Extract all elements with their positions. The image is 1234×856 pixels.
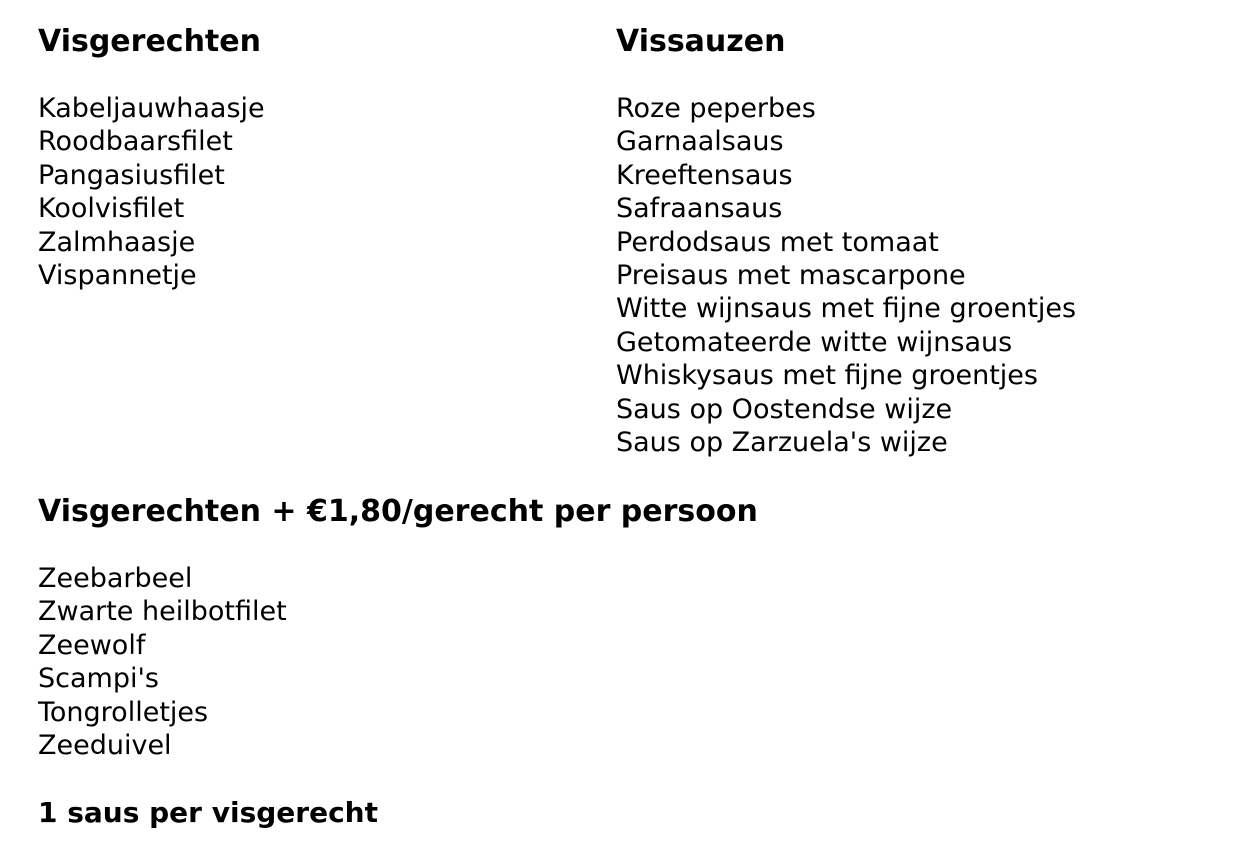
list-item: Preisaus met mascarpone: [616, 260, 966, 292]
list-item: Zeebarbeel: [38, 563, 193, 594]
list-item: Whiskysaus met fijne groentjes: [616, 360, 1038, 392]
fish-sauces-section: [616, 24, 1076, 459]
list-item: Tongrolletjes: [38, 696, 209, 728]
list-item: Garnaalsaus: [616, 126, 784, 158]
list-item: Zwarte heilbotfilet: [38, 596, 287, 628]
list-item: Zeewolf: [38, 629, 146, 661]
list-item: Saus op Zarzuela's wijze: [616, 427, 948, 459]
list-item: Pangasiusfilet: [38, 159, 225, 191]
fish-dishes-extra-section: [38, 494, 758, 762]
fish-dishes-extra-heading: Visgerechten + €1,80/gerecht per persoon: [38, 494, 758, 529]
list-item: Saus op Oostendse wijze: [616, 393, 953, 425]
list-item: Kabeljauwhaasje: [38, 93, 265, 124]
list-item: Roze peperbes: [616, 93, 816, 124]
fish-sauces-heading: Vissauzen: [616, 24, 786, 59]
list-item: Scampi's: [38, 663, 159, 695]
list-item: Roodbaarsfilet: [38, 126, 233, 158]
fish-dishes-extra-list: [38, 562, 758, 762]
fish-sauces-list: [616, 92, 1076, 459]
list-item: Zalmhaasje: [38, 226, 196, 258]
list-item: Witte wijnsaus met fijne groentjes: [616, 293, 1077, 325]
list-item: Zeeduivel: [38, 730, 172, 762]
list-item: Koolvisfilet: [38, 193, 185, 225]
list-item: Vispannetje: [38, 260, 197, 292]
list-item: Perdodsaus met tomaat: [616, 226, 939, 258]
fish-dishes-section: [38, 24, 265, 292]
list-item: Getomateerde witte wijnsaus: [616, 326, 1013, 358]
list-item: Safraansaus: [616, 193, 783, 225]
sauce-per-dish-note: 1 saus per visgerecht: [38, 796, 378, 829]
fish-dishes-heading: Visgerechten: [38, 24, 261, 59]
list-item: Kreeftensaus: [616, 159, 793, 191]
fish-dishes-list: [38, 92, 265, 292]
